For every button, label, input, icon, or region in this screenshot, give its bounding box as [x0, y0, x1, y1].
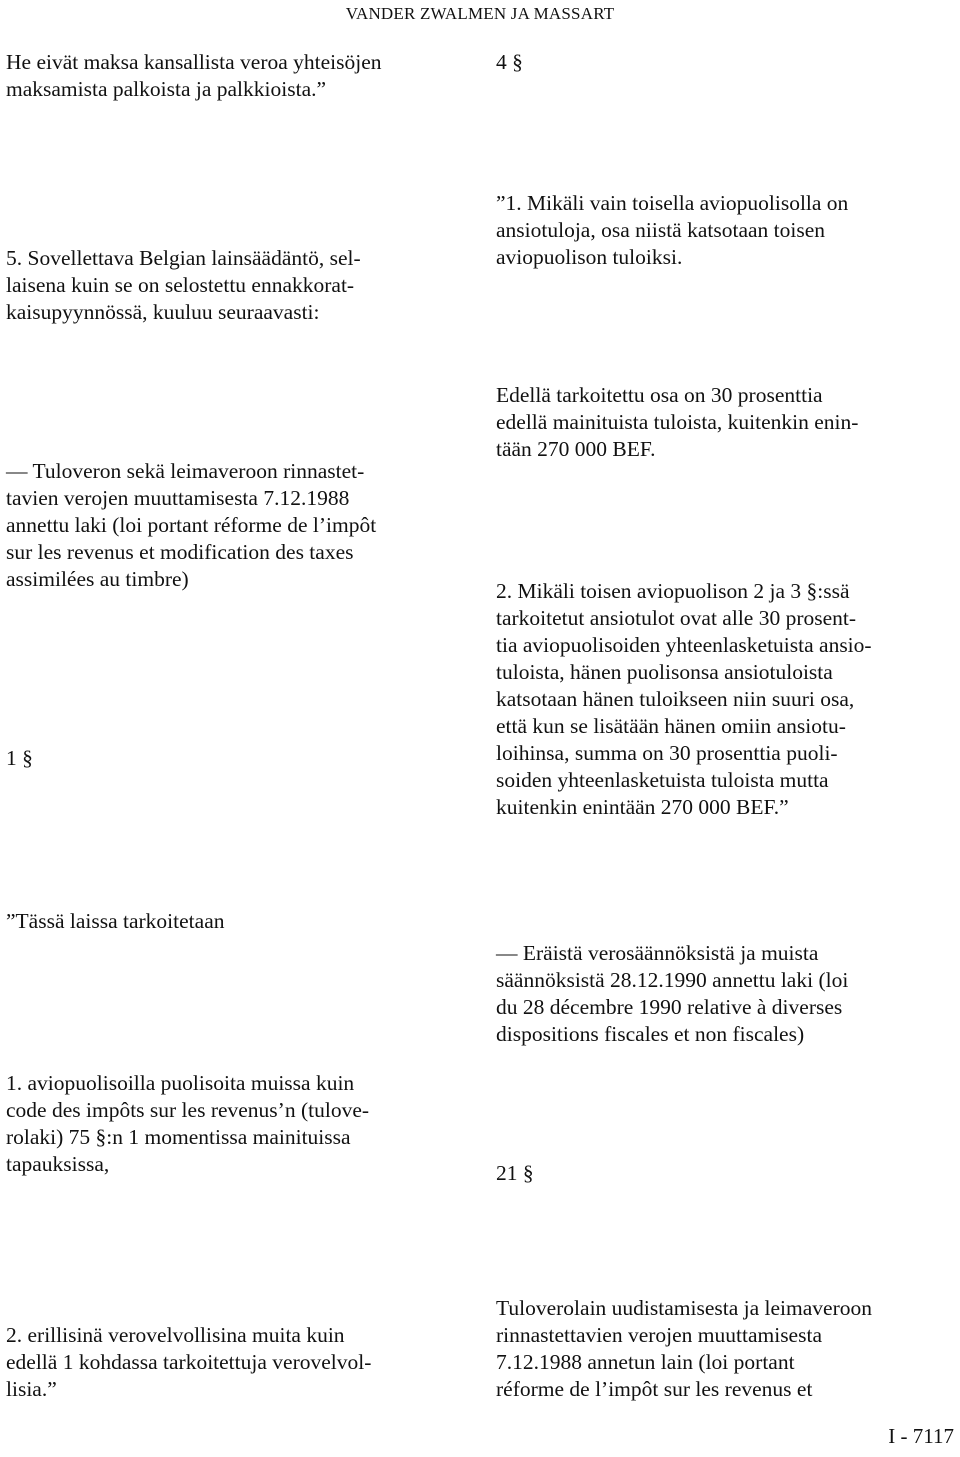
section-4-heading: 4 §: [496, 50, 523, 74]
text-line: sur les revenus et modification des taxes: [6, 540, 354, 564]
text-line: tuloista, hänen puolisonsa ansiotuloista: [496, 660, 833, 684]
law-1988-title: [6, 458, 464, 593]
point-5-paragraph: [6, 245, 464, 326]
text-line: ”1. Mikäli vain toisella aviopuolisolla on: [496, 191, 849, 215]
text-line: rinnastettavien verojen muuttamisesta: [496, 1323, 822, 1347]
text-line: ansiotuloja, osa niistä katsotaan toisen: [496, 218, 826, 242]
text-line: soiden yhteenlasketuista tuloista mutta: [496, 768, 829, 792]
paragraph-3: [496, 578, 954, 821]
text-line: 1. aviopuolisoilla puolisoita muissa kuin: [6, 1071, 355, 1095]
text-line: tia aviopuolisoiden yhteenlasketuista ansio-: [496, 633, 872, 657]
paragraph-1: [496, 190, 954, 271]
text-line: réforme de l’impôt sur les revenus et: [496, 1377, 813, 1401]
text-line: aviopuolison tuloiksi.: [496, 245, 683, 269]
text-line: du 28 décembre 1990 relative à diverses: [496, 995, 843, 1019]
paragraph-4: [496, 1295, 954, 1403]
text-line: säännöksistä 28.12.1990 annettu laki (loi: [496, 968, 849, 992]
text-line: Edellä tarkoitettu osa on 30 prosenttia: [496, 383, 823, 407]
page-number: I - 7117: [888, 1424, 954, 1448]
running-header: VANDER ZWALMEN JA MASSART: [345, 4, 615, 23]
intro-paragraph: ”Tässä laissa tarkoitetaan: [6, 909, 225, 933]
text-line: tapauksissa,: [6, 1152, 110, 1176]
text-line: code des impôts sur les revenus’n (tulove-: [6, 1098, 370, 1122]
text-line: laisena kuin se on selostettu ennakkorat-: [6, 273, 355, 297]
text-line: assimilées au timbre): [6, 567, 189, 591]
text-line: tavien verojen muuttamisesta 7.12.1988: [6, 486, 350, 510]
text-line: — Eräistä verosäännöksistä ja muista: [496, 941, 819, 965]
text-line: tään 270 000 BEF.: [496, 437, 656, 461]
text-line: — Tuloveron sekä leimaveroon rinnastet-: [6, 459, 365, 483]
text-line: tarkoitetut ansiotulot ovat alle 30 prosent-: [496, 606, 857, 630]
text-line: katsotaan hänen tuloikseen niin suuri osa,: [496, 687, 855, 711]
paragraph-2: [496, 382, 954, 463]
text-line: rolaki) 75 §:n 1 momentissa mainituissa: [6, 1125, 351, 1149]
text-line: kaisupyynnössä, kuuluu seuraavasti:: [6, 300, 320, 324]
text-line: edellä mainituista tuloista, kuitenkin enin-: [496, 410, 859, 434]
text-line: He eivät maksa kansallista veroa yhteisöjen: [6, 50, 382, 74]
text-line: 2. Mikäli toisen aviopuolison 2 ja 3 §:ssä: [496, 579, 850, 603]
quote-end-paragraph: [6, 49, 464, 103]
text-line: dispositions fiscales et non fiscales): [496, 1022, 805, 1046]
text-line: maksamista palkoista ja palkkioista.”: [6, 77, 327, 101]
item-2-paragraph: [6, 1322, 464, 1403]
item-1-paragraph: [6, 1070, 464, 1178]
text-line: annettu laki (loi portant réforme de l’impôt: [6, 513, 377, 537]
text-line: kuitenkin enintään 270 000 BEF.”: [496, 795, 789, 819]
section-21-heading: 21 §: [496, 1161, 534, 1185]
text-line: että kun se lisätään hänen omiin ansiotu-: [496, 714, 846, 738]
text-line: 5. Sovellettava Belgian lainsäädäntö, sel-: [6, 246, 361, 270]
text-line: 2. erillisinä verovelvollisina muita kuin: [6, 1323, 345, 1347]
section-1-heading: 1 §: [6, 746, 33, 770]
text-line: edellä 1 kohdassa tarkoitettuja verovelvol-: [6, 1350, 372, 1374]
text-line: lisia.”: [6, 1377, 57, 1401]
text-line: 7.12.1988 annetun lain (loi portant: [496, 1350, 795, 1374]
law-1990-title: [496, 940, 954, 1048]
text-line: Tuloverolain uudistamisesta ja leimaveroon: [496, 1296, 872, 1320]
text-line: loihinsa, summa on 30 prosenttia puoli-: [496, 741, 838, 765]
